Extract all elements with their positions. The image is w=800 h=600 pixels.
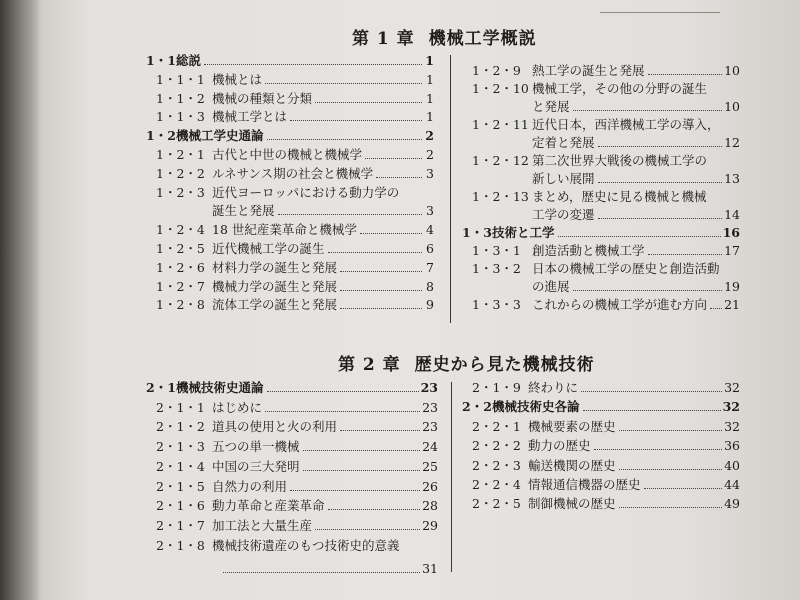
toc-entry-row (462, 63, 740, 79)
toc-number: 1・1・1 (156, 71, 205, 87)
toc-number: 2・1・6 (156, 498, 205, 514)
toc-number: 1・3・1 (472, 243, 521, 258)
toc-entry-row (146, 241, 434, 257)
toc-dots (710, 308, 722, 309)
toc-number: 1・1 (146, 53, 176, 68)
toc-dots (328, 509, 421, 510)
toc-entry-row (146, 419, 438, 435)
toc-number: 2・1 (146, 380, 176, 395)
toc-entry-row (146, 185, 434, 201)
toc-label: 自然力の利用 (212, 478, 288, 494)
toc-page: 1 (425, 53, 434, 68)
toc-entry-row (462, 261, 740, 277)
toc-label: 機械の種類と分類 (212, 90, 313, 106)
toc-label: 日本の機械工学の歴史と創造活動 (532, 261, 720, 276)
toc-dots (265, 83, 422, 84)
toc-page: 12 (724, 135, 740, 150)
toc-label: まとめ，歴史に見る機械と機械 (532, 189, 707, 204)
toc-label: 機械とは (212, 71, 263, 87)
toc-number: 1・2・2 (156, 165, 205, 181)
toc-number: 1・2・10 (472, 81, 529, 96)
toc-dots (360, 233, 422, 234)
toc-dots (223, 572, 420, 573)
toc-page: 26 (422, 478, 438, 494)
toc-entry-row (462, 153, 740, 169)
toc-label: 機械工学史通論 (176, 128, 264, 144)
toc-page: 49 (724, 496, 740, 512)
toc-entry-row (462, 189, 740, 205)
toc-entry-row (146, 91, 434, 107)
toc-entry-row (462, 99, 740, 115)
toc-page: 44 (724, 477, 740, 492)
toc-label: 近代機械工学の誕生 (212, 241, 325, 256)
toc-dots (340, 271, 422, 272)
toc-dots (303, 470, 421, 471)
toc-label: 加工法と大量生産 (212, 517, 313, 533)
toc-dots (303, 450, 421, 451)
toc-label: 動力の歴史 (528, 438, 591, 454)
toc-dots (267, 139, 422, 140)
toc-label: 終わりに (528, 380, 579, 395)
toc-dots (598, 182, 723, 183)
toc-entry-row (146, 279, 434, 295)
toc-label: 18 世紀産業革命と機械学 (212, 222, 357, 238)
toc-entry-row (146, 439, 438, 455)
toc-page: 2 (426, 147, 434, 162)
toc-dots (598, 146, 723, 147)
toc-page: 13 (724, 171, 740, 186)
toc-page: 8 (426, 278, 434, 294)
toc-label: 新しい展開 (532, 171, 595, 186)
toc-label: 機械工学とは (212, 109, 288, 125)
toc-section-row (146, 53, 434, 69)
toc-number: 2・1・5 (156, 478, 205, 494)
toc-dots (619, 430, 723, 431)
toc-entry-row (146, 147, 434, 163)
toc-page: 24 (422, 439, 438, 455)
faint-rule (600, 12, 720, 13)
toc-number: 1・2・4 (156, 222, 205, 238)
toc-label: 定着と発展 (532, 135, 595, 150)
toc-page: 36 (724, 438, 740, 454)
toc-dots (376, 177, 422, 178)
toc-page: 4 (426, 222, 434, 238)
toc-entry-row (146, 459, 438, 475)
toc-dots (290, 490, 420, 491)
toc-page: 32 (724, 380, 740, 395)
toc-dots (340, 308, 422, 309)
toc-entry-row (146, 479, 438, 495)
toc-page: 23 (420, 380, 438, 395)
chapter-2-name: 歴史から見た機械技術 (414, 355, 595, 375)
toc-number: 2・2・4 (472, 477, 521, 492)
toc-label: 近代ヨーロッパにおける動力学の (212, 184, 400, 200)
toc-label: はじめに (212, 399, 263, 415)
toc-number: 1・2・12 (472, 153, 529, 168)
toc-label: 創造活動と機械工学 (532, 243, 645, 258)
toc-dots (267, 391, 419, 392)
toc-page: 31 (422, 561, 438, 576)
toc-entry-row (146, 109, 434, 125)
toc-dots (644, 488, 723, 489)
toc-section-row (462, 399, 740, 415)
toc-dots (648, 74, 723, 75)
chapter-2-right-column (462, 380, 740, 520)
toc-label: 中国の三大発明 (212, 458, 300, 474)
toc-number: 2・1・9 (472, 380, 521, 395)
toc-dots (573, 110, 723, 111)
toc-continuation-line (220, 561, 438, 577)
toc-dots (558, 236, 721, 237)
toc-label: ルネサンス期の社会と機械学 (212, 165, 374, 181)
toc-label: 材料力学の誕生と発展 (212, 259, 338, 275)
toc-page: 1 (426, 109, 434, 125)
toc-number: 1・2・9 (472, 63, 521, 78)
toc-label: 熱工学の誕生と発展 (532, 63, 645, 78)
toc-number: 2・1・2 (156, 419, 205, 435)
column-divider-1 (450, 55, 451, 323)
toc-number: 2・1・8 (156, 537, 205, 553)
toc-page: 21 (724, 297, 740, 312)
toc-page: 3 (426, 165, 434, 181)
toc-page: 10 (724, 99, 740, 114)
toc-entry-row (146, 222, 434, 238)
toc-number: 2・1・1 (156, 399, 205, 415)
toc-label: 工学の変遷 (532, 207, 595, 222)
toc-dots (340, 430, 420, 431)
book-gutter-shadow (0, 0, 40, 600)
toc-entry-row (146, 260, 434, 276)
toc-page: 23 (422, 419, 438, 435)
toc-dots (265, 411, 420, 412)
column-divider-2 (451, 382, 452, 572)
toc-dots (315, 102, 422, 103)
toc-number: 1・2・11 (472, 117, 529, 132)
toc-number: 1・1・2 (156, 90, 205, 106)
toc-page: 28 (422, 498, 438, 514)
chapter-1-title (352, 24, 551, 49)
chapter-2-number: 第 2 章 (338, 355, 401, 375)
toc-dots (619, 507, 723, 508)
toc-number: 1・2・5 (156, 241, 205, 256)
toc-number: 1・3・3 (472, 297, 521, 312)
toc-page: 1 (426, 71, 434, 87)
toc-page: 40 (724, 457, 740, 473)
toc-dots (328, 252, 422, 253)
toc-label: 古代と中世の機械と機械学 (212, 147, 363, 162)
toc-number: 2・1・4 (156, 458, 205, 474)
toc-dots (598, 218, 723, 219)
toc-entry-row (462, 117, 740, 133)
toc-page: 17 (724, 243, 740, 258)
toc-entry-row (462, 243, 740, 259)
toc-number: 2・2・5 (472, 496, 521, 512)
toc-number: 1・3・2 (472, 261, 521, 276)
toc-entry-row (462, 135, 740, 151)
toc-label: 誕生と発展 (212, 203, 275, 219)
toc-page: 6 (426, 241, 434, 256)
toc-section-row (462, 225, 740, 241)
toc-dots (365, 158, 422, 159)
toc-entry-row (462, 207, 740, 223)
chapter-1-left-column (146, 53, 434, 323)
toc-label: 輸送機関の歴史 (528, 457, 616, 473)
toc-page: 32 (724, 418, 740, 434)
toc-page: 1 (426, 90, 434, 106)
toc-entry-row (146, 538, 438, 554)
chapter-1-right-column (462, 63, 740, 323)
toc-page: 23 (422, 399, 438, 415)
chapter-1-number: 第 1 章 (352, 29, 415, 49)
toc-number: 1・2・7 (156, 278, 205, 294)
toc-label: 機械技術遺産のもつ技術史的意義 (212, 537, 400, 553)
toc-page: 25 (422, 458, 438, 474)
toc-entry-row (146, 72, 434, 88)
toc-number: 2・2・1 (472, 418, 521, 434)
toc-entry-row (462, 171, 740, 187)
toc-section-row (146, 128, 434, 144)
toc-page: 29 (422, 517, 438, 533)
toc-dots (340, 290, 422, 291)
toc-label: 機械要素の歴史 (528, 418, 616, 434)
toc-label: 情報通信機器の歴史 (528, 477, 641, 492)
toc-label: 制御機械の歴史 (528, 496, 616, 512)
toc-dots (290, 120, 422, 121)
toc-dots (581, 391, 722, 392)
toc-number: 2・2 (462, 399, 492, 415)
toc-dots (573, 290, 723, 291)
toc-section-row (146, 380, 438, 396)
toc-entry-row (146, 518, 438, 534)
toc-entry-row (462, 297, 740, 313)
toc-entry-row (462, 477, 740, 493)
toc-label: 第二次世界大戦後の機械工学の (532, 153, 708, 168)
toc-page: 16 (722, 225, 740, 240)
toc-number: 1・2・8 (156, 297, 205, 313)
toc-entry-row (146, 203, 434, 219)
toc-label: これからの機械工学が進む方向 (532, 297, 708, 312)
toc-label: 技術と工学 (492, 225, 555, 240)
toc-number: 1・2・3 (156, 184, 205, 200)
toc-entry-row (146, 297, 434, 313)
toc-dots (583, 410, 721, 411)
toc-number: 1・2 (146, 128, 176, 144)
toc-page: 9 (426, 297, 434, 313)
toc-label: と発展 (532, 99, 570, 114)
toc-page: 19 (724, 279, 740, 294)
toc-page: 7 (426, 259, 434, 275)
toc-label: 道具の使用と火の利用 (212, 419, 338, 435)
toc-number: 2・1・3 (156, 439, 205, 455)
toc-entry-row (462, 438, 740, 454)
toc-entry-row (462, 81, 740, 97)
chapter-2-left-column (146, 380, 438, 580)
toc-dots (619, 469, 723, 470)
toc-page: 14 (724, 207, 740, 222)
toc-page: 2 (425, 128, 434, 144)
toc-entry-row (462, 496, 740, 512)
toc-page: 32 (722, 399, 740, 415)
toc-dots (648, 254, 723, 255)
toc-entry-row (146, 166, 434, 182)
toc-number: 1・2・1 (156, 147, 205, 162)
toc-label: 近代日本，西洋機械工学の導入， (532, 117, 720, 132)
toc-entry-row (146, 498, 438, 514)
toc-number: 1・2・13 (472, 189, 529, 204)
toc-number: 2・1・7 (156, 517, 205, 533)
toc-label: 機械技術史通論 (176, 380, 264, 395)
toc-label: 機械力学の誕生と発展 (212, 278, 338, 294)
toc-dots (315, 529, 420, 530)
toc-page: 3 (426, 203, 434, 219)
toc-number: 1・2・6 (156, 259, 205, 275)
toc-dots (204, 64, 422, 65)
toc-label: 動力革命と産業革命 (212, 498, 325, 514)
toc-entry-row (462, 458, 740, 474)
toc-label: 五つの単一機械 (212, 439, 300, 455)
toc-label: の進展 (532, 279, 570, 294)
toc-label: 機械工学，その他の分野の誕生 (532, 81, 708, 96)
toc-entry-row (146, 400, 438, 416)
toc-label: 流体工学の誕生と発展 (212, 297, 338, 313)
toc-label: 総説 (176, 53, 202, 68)
toc-entry-row (462, 419, 740, 435)
toc-entry-row (462, 279, 740, 295)
chapter-1-name: 機械工学概説 (428, 29, 537, 49)
toc-entry-row (462, 380, 740, 396)
chapter-2-title (338, 350, 609, 375)
toc-dots (594, 449, 723, 450)
toc-number: 2・2・2 (472, 438, 521, 454)
toc-dots (278, 214, 422, 215)
toc-label: 機械技術史各論 (492, 399, 580, 415)
toc-number: 2・2・3 (472, 457, 521, 473)
toc-number: 1・1・3 (156, 109, 205, 125)
toc-number: 1・3 (462, 225, 492, 240)
toc-page: 10 (724, 63, 740, 78)
